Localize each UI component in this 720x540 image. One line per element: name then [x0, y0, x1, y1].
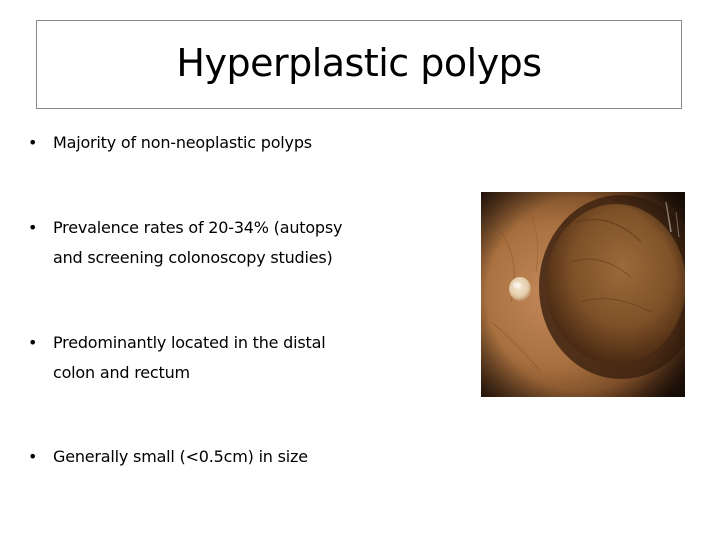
title-box: [36, 20, 682, 109]
endoscopy-photo-icon: [481, 192, 685, 397]
bullet-text: Prevalence rates of 20-34% (autopsy: [53, 218, 343, 237]
endoscopy-photo: [481, 192, 685, 397]
slide-title: Hyperplastic polyps: [176, 40, 542, 85]
bullet-text-continued: colon and rectum: [53, 363, 190, 382]
bullet-item: [28, 328, 325, 388]
bullet-item: [28, 128, 312, 158]
bullet-item: [28, 213, 342, 273]
bullet-text: Majority of non-neoplastic polyps: [53, 133, 312, 152]
bullet-item: [28, 442, 308, 472]
bullet-text: Predominantly located in the distal: [53, 333, 326, 352]
bullet-text-continued: and screening colonoscopy studies): [53, 248, 333, 267]
bullet-text: Generally small (<0.5cm) in size: [53, 447, 308, 466]
